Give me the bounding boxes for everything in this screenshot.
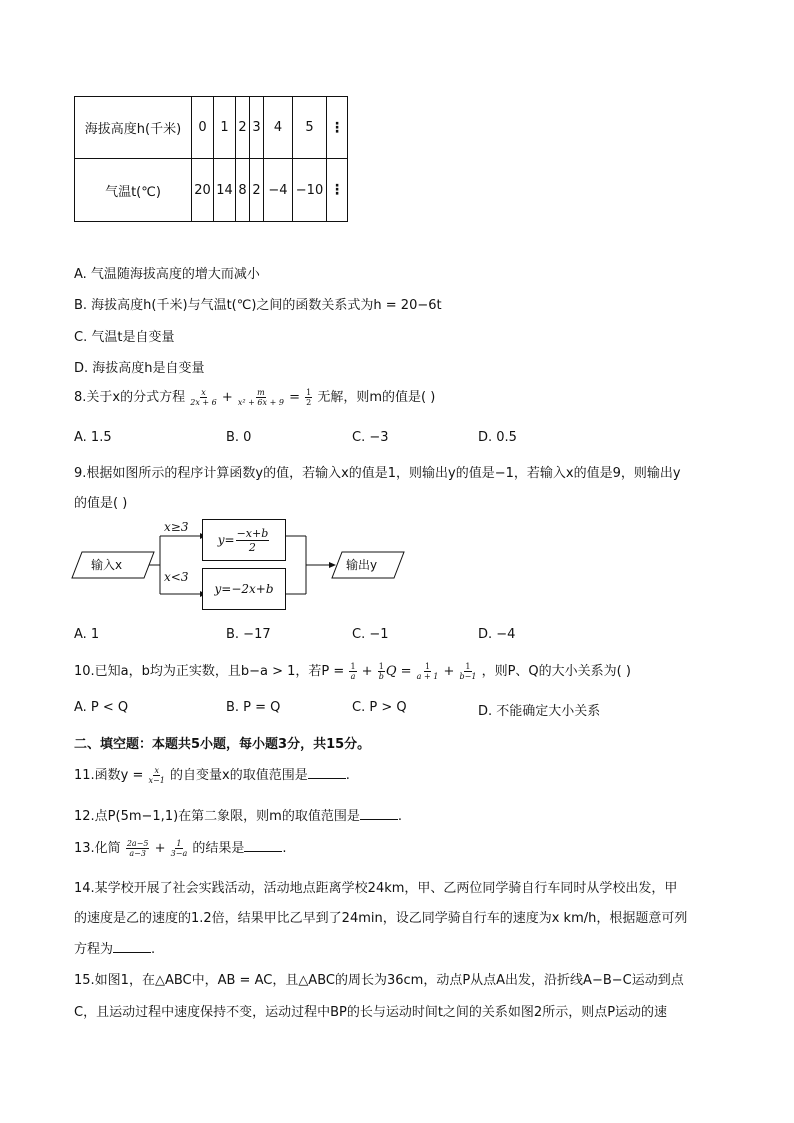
q8-fraction-3: $\frac{1}{2}$ — [306, 388, 312, 407]
answer-blank[interactable] — [113, 941, 151, 953]
question-10: 10.已知a，b均为正实数，且b−a > 1，若P = $\frac{1}{a}$ + $\frac{1}{b}$ Q = $\frac{1}{a + 1}$ + $\frac{1}{b-1}$ ，则P、Q的大小关系为( ) — [74, 662, 631, 681]
table-cell: 5 — [293, 97, 327, 159]
q11-stem-end: 的自变量x的取值范围是 — [170, 768, 308, 783]
table-cell: 3 — [250, 97, 264, 159]
table-cell: 14 — [214, 159, 236, 222]
q14-line-1: 14.某学校开展了社会实践活动，活动地点距离学校24km，甲、乙两位同学骑自行车同时从学校出发，甲 — [74, 881, 678, 896]
q12-stem: 12.点P(5m−1,1)在第二象限，则m的取值范围是 — [74, 809, 360, 824]
condition-top: x≥3 — [164, 520, 189, 534]
q10-option-b: B. P = Q — [226, 700, 281, 715]
q14-stem-end: 方程为 — [74, 942, 114, 957]
table-cell: 8 — [236, 159, 250, 222]
q9-line-2: 的值是( ) — [74, 496, 128, 511]
q13-stem: 13.化简 — [74, 841, 121, 856]
q8-option-a: A. 1.5 — [74, 430, 112, 445]
flowchart-output-label: 输出y — [346, 558, 378, 572]
table-cell: 2 — [250, 159, 264, 222]
q7-option-a: A. 气温随海拔高度的增大而减小 — [74, 267, 260, 282]
answer-blank[interactable] — [308, 767, 346, 779]
q13-period: . — [282, 841, 287, 856]
q11-period: . — [345, 768, 350, 783]
table-cell: 2 — [236, 97, 250, 159]
altitude-temperature-table — [74, 96, 348, 222]
q12-period: . — [397, 809, 402, 824]
flowchart-input-label: 输入x — [91, 558, 123, 572]
table-cell: −10 — [293, 159, 327, 222]
question-13: 13.化简 $\frac{2a-5}{a-3}$ + $\frac{1}{3-a}$ 的结果是 . — [74, 839, 287, 858]
q8-stem: 8.关于x的分式方程 — [74, 390, 186, 405]
question-11: 11.函数y = $\frac{x}{x-1}$ 的自变量x的取值范围是 . — [74, 766, 350, 785]
table-cell: 1 — [214, 97, 236, 159]
formula-box-bottom: y=−2x+b — [202, 568, 286, 610]
q8-stem-end: 无解，则m的值是( ) — [317, 390, 436, 405]
q7-option-c: C. 气温t是自变量 — [74, 330, 175, 345]
q9-option-d: D. −4 — [478, 627, 516, 642]
condition-bottom: x<3 — [164, 570, 189, 584]
q10-option-c: C. P > Q — [352, 700, 407, 715]
q8-option-c: C. −3 — [352, 430, 389, 445]
q14-line-3 — [74, 938, 155, 957]
q9-option-b: B. −17 — [226, 627, 271, 642]
q9-option-a: A. 1 — [74, 627, 100, 642]
q14-line-2: 的速度是乙的速度的1.2倍，结果甲比乙早到了24min，设乙同学骑自行车的速度为x km/h，根据题意可列 — [74, 911, 688, 926]
q13-stem-end: 的结果是 — [192, 841, 245, 856]
q10-stem-end: ，则P、Q的大小关系为( ) — [481, 664, 631, 679]
row-label-temperature: 气温t(℃) — [75, 159, 192, 222]
q9-option-c: C. −1 — [352, 627, 389, 642]
q10-stem: 10.已知a，b均为正实数，且b−a > 1，若P = — [74, 664, 345, 679]
q8-fraction-2: $\frac{m}{\text{x² + 6x + 9}}$ — [237, 388, 284, 407]
q7-option-d: D. 海拔高度h是自变量 — [74, 361, 205, 376]
table-cell-ellipsis: ⋮ — [327, 97, 348, 159]
q10-option-a: A. P < Q — [74, 700, 129, 715]
table-cell: 20 — [192, 159, 214, 222]
q11-stem: 11.函数y = — [74, 768, 144, 783]
q8-option-b: B. 0 — [226, 430, 252, 445]
q15-line-2: C，且运动过程中速度保持不变，运动过程中BP的长与运动时间t之间的关系如图2所示，则点P运动的速 — [74, 1005, 668, 1020]
section-2-heading: 二、填空题：本题共5小题，每小题3分，共15分。 — [74, 737, 371, 752]
table-cell: −4 — [264, 159, 293, 222]
q8-option-d: D. 0.5 — [478, 430, 517, 445]
row-label-altitude: 海拔高度h(千米) — [75, 97, 192, 159]
table-cell: 0 — [192, 97, 214, 159]
question-8: 8.关于x的分式方程 $\frac{x}{2x + 6}$ + $\frac{m}{\text{x² + 6x + 9}}$ = $\frac{1}{2}$ 无解，则m的值是( ) — [74, 388, 436, 407]
table-cell: 4 — [264, 97, 293, 159]
answer-blank[interactable] — [244, 840, 282, 852]
q14-period: . — [151, 942, 156, 957]
table-cell-ellipsis: ⋮ — [327, 159, 348, 222]
question-12 — [74, 805, 402, 824]
q9-line-1: 9.根据如图所示的程序计算函数y的值，若输入x的值是1，则输出y的值是−1，若输入x的值是9，则输出y — [74, 466, 681, 481]
q8-fraction-1: $\frac{x}{2x + 6}$ — [190, 388, 217, 407]
q7-option-b: B. 海拔高度h(千米)与气温t(℃)之间的函数关系式为h = 20−6t — [74, 298, 442, 313]
q15-line-1: 15.如图1，在△ABC中，AB = AC，且△ABC的周长为36cm，动点P从点A出发，沿折线A−B−C运动到点 — [74, 973, 684, 988]
q10-option-d: D. 不能确定大小关系 — [478, 704, 601, 719]
formula-box-top: y= $\frac{-x+b}{2}$ — [202, 519, 286, 561]
answer-blank[interactable] — [360, 808, 398, 820]
